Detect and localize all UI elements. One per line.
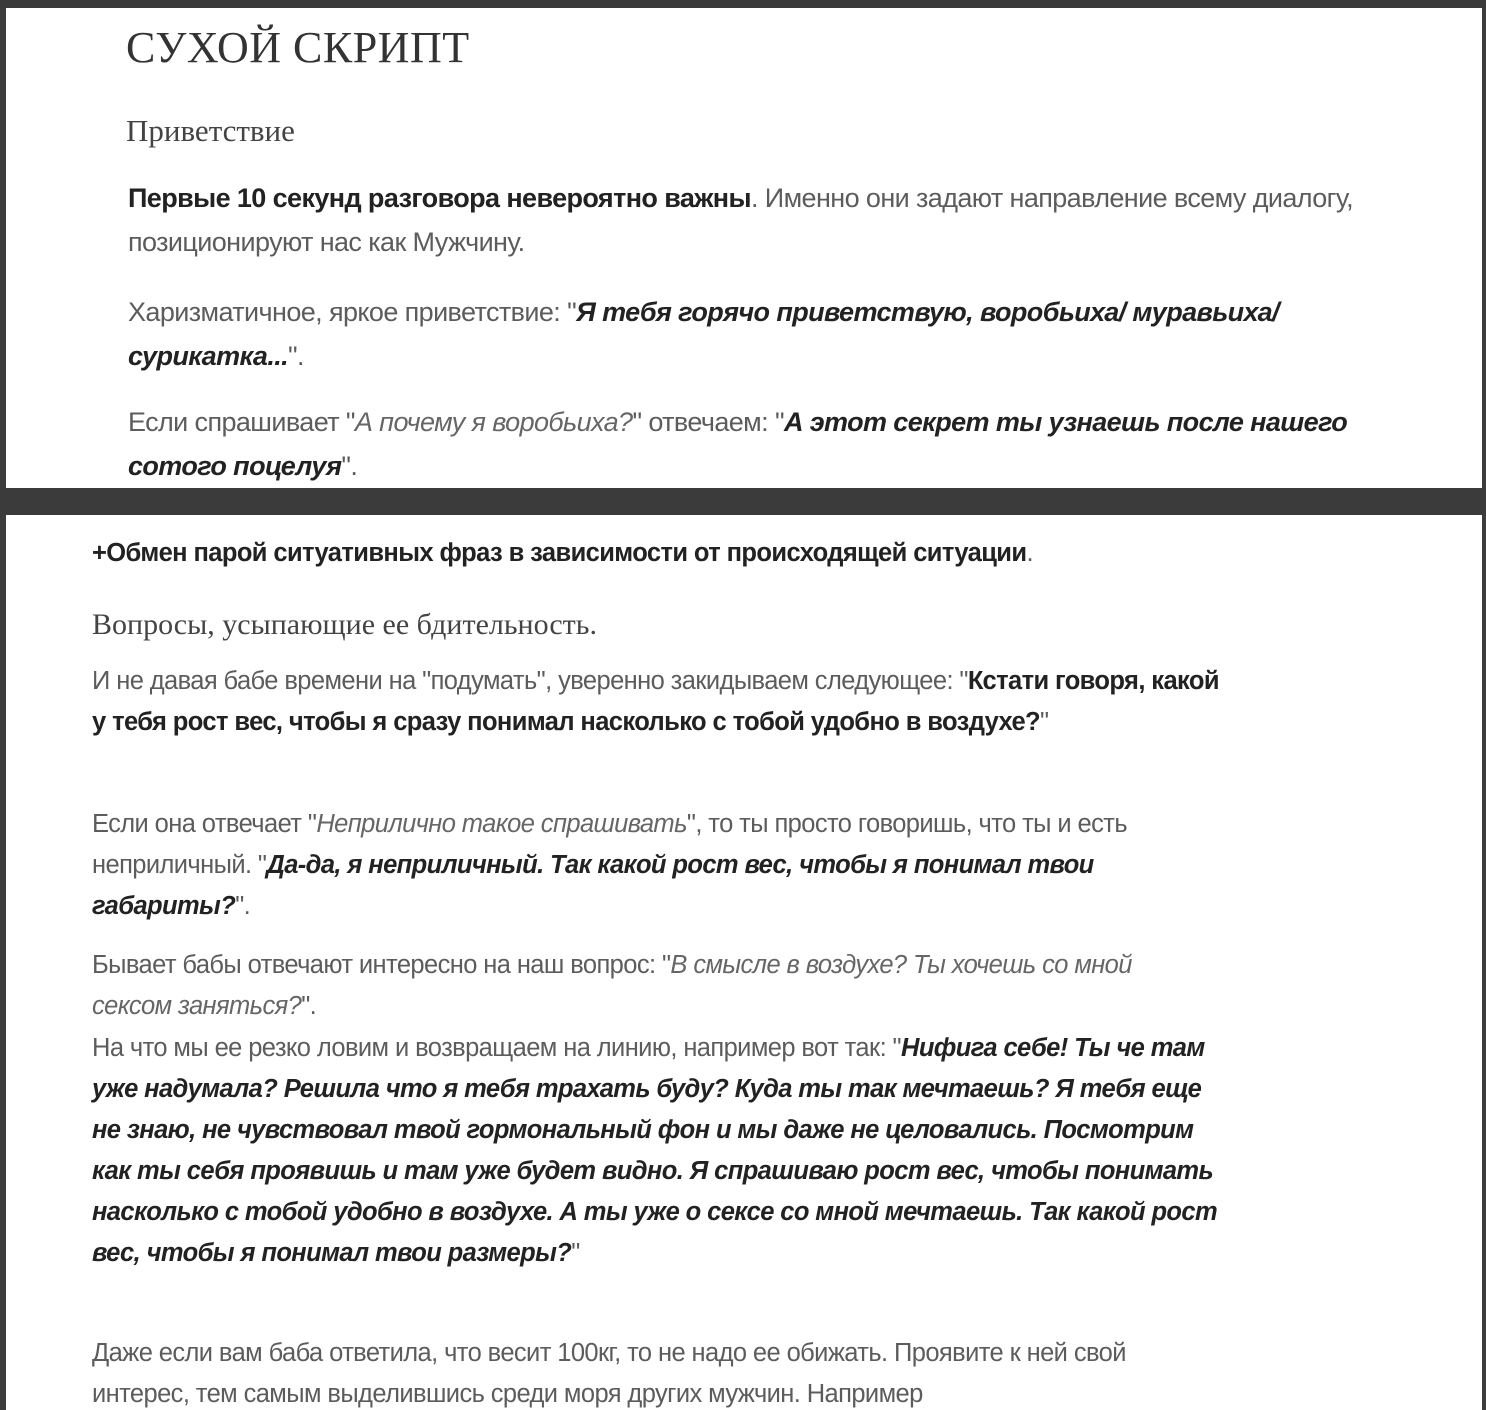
- body-text: Бывает бабы отвечают интересно на наш вопрос: ": [92, 951, 671, 979]
- quote-height-weight: Кстати говоря, какой у тебя рост вес, чтобы я сразу понимал насколько с тобой удобно в воздухе?: [92, 667, 1219, 736]
- paragraph-greeting: [128, 290, 1418, 378]
- emphasis-text: Первые 10 секунд разговора невероятно важны: [128, 183, 751, 213]
- quote-greeting: Я тебя горячо приветствую, воробьиха/ муравьиха/сурикатка...: [128, 297, 1279, 371]
- body-text: " отвечаем: ": [632, 407, 784, 437]
- section-heading-greeting: Приветствие: [126, 113, 295, 148]
- body-text: ".: [341, 451, 358, 481]
- paragraph-100kg: Даже если вам баба ответила, что весит 100кг, то не надо ее обижать. Проявите к ней свой интерес, тем самым выделившись среди моря других мужчин. Например: [92, 1339, 1126, 1408]
- emphasis-text: +Обмен парой ситуативных фраз в зависимости от происходящей ситуации: [92, 539, 1027, 567]
- body-text: Харизматичное, яркое приветствие: ": [128, 297, 577, 327]
- body-text: ": [1040, 708, 1049, 736]
- document-page-bottom: [6, 515, 1482, 1410]
- section-heading-questions: Вопросы, усыпающие ее бдительность.: [92, 608, 597, 641]
- body-text: ", то ты просто говоришь, что ты и есть неприличный. ": [92, 810, 1128, 879]
- body-text: На что мы ее резко ловим и возвращаем на линию, например вот так: ": [92, 1034, 901, 1062]
- body-text: ".: [301, 992, 317, 1020]
- quote-in-the-air: В смысле в воздухе? Ты хочешь со мной сексом заняться?: [92, 951, 1132, 1020]
- body-text: ".: [288, 341, 304, 371]
- quote-yes-indecent: Да-да, я неприличный. Так какой рост вес, чтобы я понимал твои габариты?: [92, 851, 1094, 920]
- paragraph-exchange-phrases: [92, 533, 1392, 574]
- quote-indecent: Неприлично такое спрашивать: [316, 810, 687, 838]
- quote-answer: А этот секрет ты узнаешь после нашего сотого поцелуя: [128, 407, 1348, 481]
- paragraph-first-seconds: [128, 176, 1408, 264]
- paragraph-in-the-air: [92, 945, 1207, 1027]
- body-text: .: [1026, 539, 1033, 567]
- body-text: И не давая бабе времени на "подумать", уверенно закидываем следующее: ": [92, 667, 968, 695]
- body-text: ".: [235, 892, 251, 920]
- quote-question: А почему я воробьиха?: [354, 407, 633, 437]
- quote-return-to-line: Нифига себе! Ты че там уже надумала? Решила что я тебя трахать буду? Куда ты так мечтаешь? Я тебя еще не знаю, не чувствовал твой гормональный фон и мы даже не целовались. Посмотрим как ты себя проявишь и там уже будет видно. Я спрашиваю рост вес, чтобы понимать насколько с тобой удобно в воздухе. А ты уже о сексе со мной мечтаешь. Так какой рост вес, чтобы я понимал твои размеры?: [92, 1034, 1218, 1267]
- body-text: Если она отвечает ": [92, 810, 317, 838]
- body-text: Если спрашивает ": [128, 407, 355, 437]
- page-separator: [0, 488, 1486, 515]
- window-top-edge: [0, 0, 1486, 8]
- paragraph-return-to-line: [92, 1028, 1232, 1274]
- body-text: ": [571, 1239, 580, 1267]
- document-title: СУХОЙ СКРИПТ: [126, 23, 470, 72]
- paragraph-indecent: [92, 804, 1207, 927]
- paragraph-why-sparrow: [128, 400, 1428, 488]
- body-text: . Именно они задают направление всему диалогу, позиционируют нас как Мужчину.: [128, 183, 1353, 257]
- document-page-top: [6, 8, 1482, 488]
- paragraph-height-weight: [92, 661, 1227, 743]
